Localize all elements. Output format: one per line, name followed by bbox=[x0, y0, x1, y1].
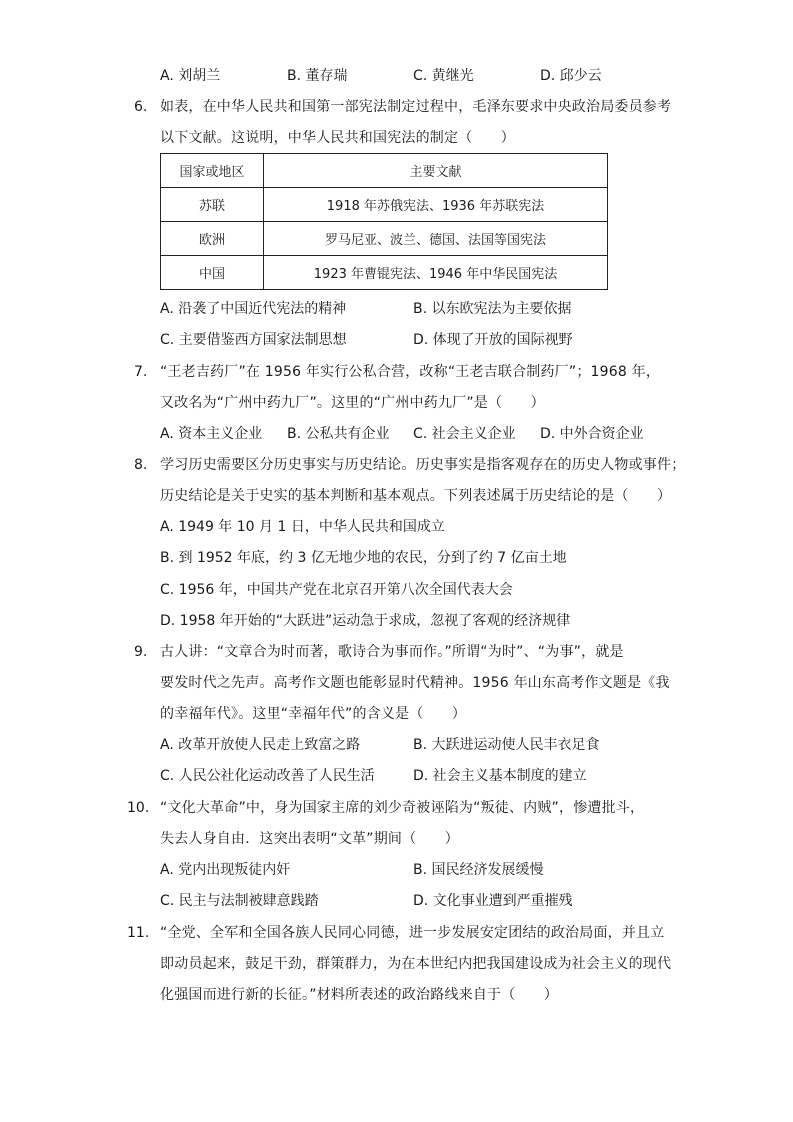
option-b[interactable]: B. 国民经济发展缓慢 bbox=[413, 862, 544, 878]
option-d[interactable]: D. 1958 年开始的“大跃进”运动急于求成，忽视了客观的经济规律 bbox=[160, 613, 571, 629]
question-text-line: 化强国而进行新的长征。”材料所表述的政治路线来自于（ ） bbox=[160, 987, 559, 1003]
option-c[interactable]: C. 1956 年，中国共产党在北京召开第八次全国代表大会 bbox=[160, 582, 513, 598]
table-cell: 1923 年曹锟宪法、1946 年中华民国宪法 bbox=[264, 256, 608, 290]
option-d[interactable]: D. 邱少云 bbox=[540, 68, 602, 84]
question-text-line: 的幸福年代》。这里“幸福年代”的含义是（ ） bbox=[160, 706, 467, 722]
table-cell: 苏联 bbox=[161, 188, 264, 222]
option-c[interactable]: C. 黄继光 bbox=[413, 68, 474, 84]
option-c[interactable]: C. 社会主义企业 bbox=[413, 426, 516, 442]
option-a[interactable]: A. 改革开放使人民走上致富之路 bbox=[160, 737, 361, 753]
option-a[interactable]: A. 党内出现叛徒内奸 bbox=[160, 862, 291, 878]
option-d[interactable]: D. 社会主义基本制度的建立 bbox=[413, 768, 587, 784]
question-text-line: 古人讲：“文章合为时而著，歌诗合为事而作。”所谓“为时”、“为事”，就是 bbox=[160, 644, 624, 660]
question-number: 10. bbox=[127, 800, 150, 816]
option-a[interactable]: A. 1949 年 10 月 1 日，中华人民共和国成立 bbox=[160, 519, 445, 535]
option-c[interactable]: C. 民主与法制被肆意践踏 bbox=[160, 893, 319, 909]
question-text-line: “文化大革命”中，身为国家主席的刘少奇被诬陷为“叛徒、内贼”，惨遭批斗， bbox=[160, 800, 645, 816]
question-text-line: 以下文献。这说明，中华人民共和国宪法的制定（ ） bbox=[160, 130, 515, 146]
option-a[interactable]: A. 刘胡兰 bbox=[160, 68, 221, 84]
question-number: 7. bbox=[134, 364, 148, 380]
question-text-line: 失去人身自由．这突出表明“文革”期间（ ） bbox=[160, 831, 459, 847]
table-cell: 欧洲 bbox=[161, 222, 264, 256]
question-text-line: 又改名为“广州中药九厂”。这里的“广州中药九厂”是（ ） bbox=[160, 395, 545, 411]
table-cell: 中国 bbox=[161, 256, 264, 290]
question-text-line: 如表，在中华人民共和国第一部宪法制定过程中，毛泽东要求中央政治局委员参考 bbox=[160, 99, 672, 115]
option-d[interactable]: D. 体现了开放的国际视野 bbox=[413, 332, 573, 348]
option-a[interactable]: A. 资本主义企业 bbox=[160, 426, 263, 442]
question-text-line: 要发时代之先声。高考作文题也能彰显时代精神。1956 年山东高考作文题是《我 bbox=[160, 675, 670, 691]
question-number: 11. bbox=[127, 925, 150, 941]
option-b[interactable]: B. 公私共有企业 bbox=[287, 426, 390, 442]
option-a[interactable]: A. 沿袭了中国近代宪法的精神 bbox=[160, 301, 347, 317]
question-number: 6. bbox=[134, 99, 148, 115]
table-cell: 1918 年苏俄宪法、1936 年苏联宪法 bbox=[264, 188, 608, 222]
option-d[interactable]: D. 文化事业遭到严重摧残 bbox=[413, 893, 573, 909]
question-number: 9. bbox=[134, 644, 148, 660]
table-cell: 罗马尼亚、波兰、德国、法国等国宪法 bbox=[264, 222, 608, 256]
option-b[interactable]: B. 到 1952 年底，约 3 亿无地少地的农民，分到了约 7 亿亩土地 bbox=[160, 550, 567, 566]
question-text-line: 学习历史需要区分历史事实与历史结论。历史事实是指客观存在的历史人物或事件； bbox=[160, 457, 686, 473]
option-c[interactable]: C. 主要借鉴西方国家法制思想 bbox=[160, 332, 347, 348]
documents-table bbox=[160, 153, 608, 290]
table-header: 主要文献 bbox=[264, 154, 608, 188]
table-row bbox=[161, 256, 608, 290]
question-text-line: 历史结论是关于史实的基本判断和基本观点。下列表述属于历史结论的是（ ） bbox=[160, 488, 672, 504]
option-b[interactable]: B. 董存瑞 bbox=[287, 68, 348, 84]
option-d[interactable]: D. 中外合资企业 bbox=[540, 426, 644, 442]
table-row bbox=[161, 188, 608, 222]
question-text-line: “全党、全军和全国各族人民同心同德，进一步发展安定团结的政治局面，并且立 bbox=[160, 925, 665, 941]
table-header-row bbox=[161, 154, 608, 188]
question-text-line: 即动员起来，鼓足干劲，群策群力，为在本世纪内把我国建设成为社会主义的现代 bbox=[160, 956, 672, 972]
question-number: 8. bbox=[134, 457, 148, 473]
question-text-line: “王老吉药厂”在 1956 年实行公私合营，改称“王老吉联合制药厂”；1968 年， bbox=[160, 364, 661, 380]
option-b[interactable]: B. 以东欧宪法为主要依据 bbox=[413, 301, 572, 317]
option-b[interactable]: B. 大跃进运动使人民丰衣足食 bbox=[413, 737, 600, 753]
option-c[interactable]: C. 人民公社化运动改善了人民生活 bbox=[160, 768, 375, 784]
table-row bbox=[161, 222, 608, 256]
table-header: 国家或地区 bbox=[161, 154, 264, 188]
